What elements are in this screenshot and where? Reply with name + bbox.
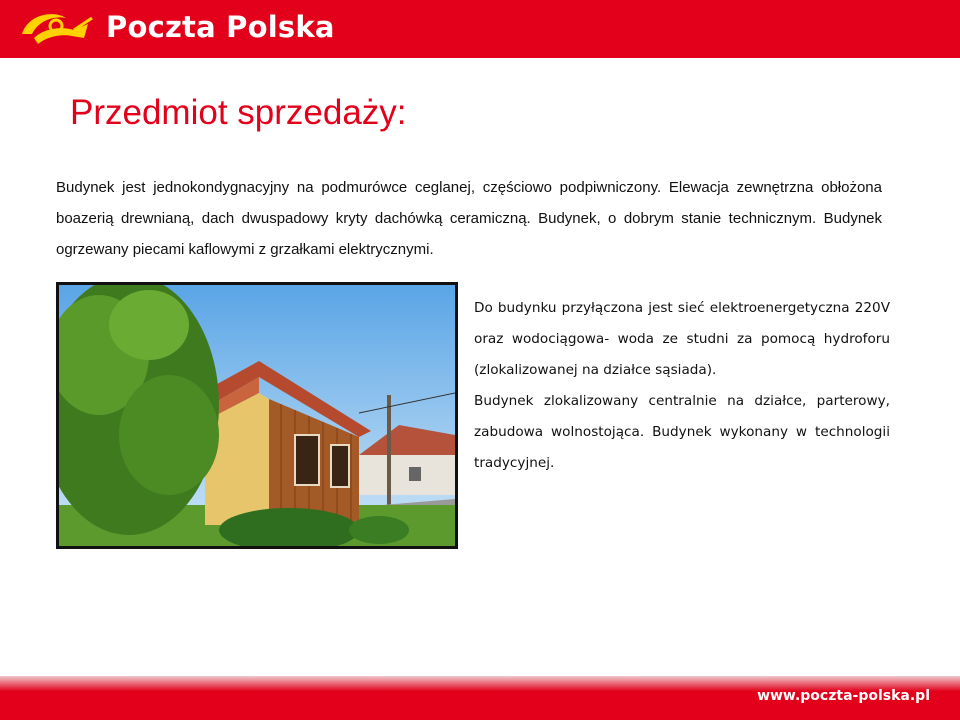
house-photo (56, 282, 458, 549)
footer-bar (0, 676, 960, 720)
side-description (474, 293, 890, 479)
location-paragraph: Budynek zlokalizowany centralnie na działce, parterowy, zabudowa wolnostojąca. Budynek wykonany w technologii tradycyjnej. (474, 393, 890, 471)
header-bar (0, 0, 960, 58)
intro-paragraph: Budynek jest jednokondygnacyjny na podmurówce ceglanej, częściowo podpiwniczony. Elewacja zewnętrzna obłożona boazerią drewnianą, dach dwuspadowy kryty dachówką ceramiczną. Budynek, o dobrym stanie technicznym. Budynek ogrzewany piecami kaflowymi z grzałkami elektrycznymi. (56, 179, 882, 258)
page-title: Przedmiot sprzedaży: (70, 93, 407, 132)
poczta-polska-logo (14, 4, 335, 54)
posthorn-icon (14, 4, 104, 54)
logo-text: Poczta Polska (106, 10, 335, 44)
footer-url[interactable]: www.poczta-polska.pl (757, 688, 930, 704)
utilities-paragraph: Do budynku przyłączona jest sieć elektroenergetyczna 220V oraz wodociągowa- woda ze studni za pomocą hydroforu (zlokalizowanej na działce sąsiada). (474, 300, 890, 378)
house-photo-illustration (59, 285, 455, 546)
